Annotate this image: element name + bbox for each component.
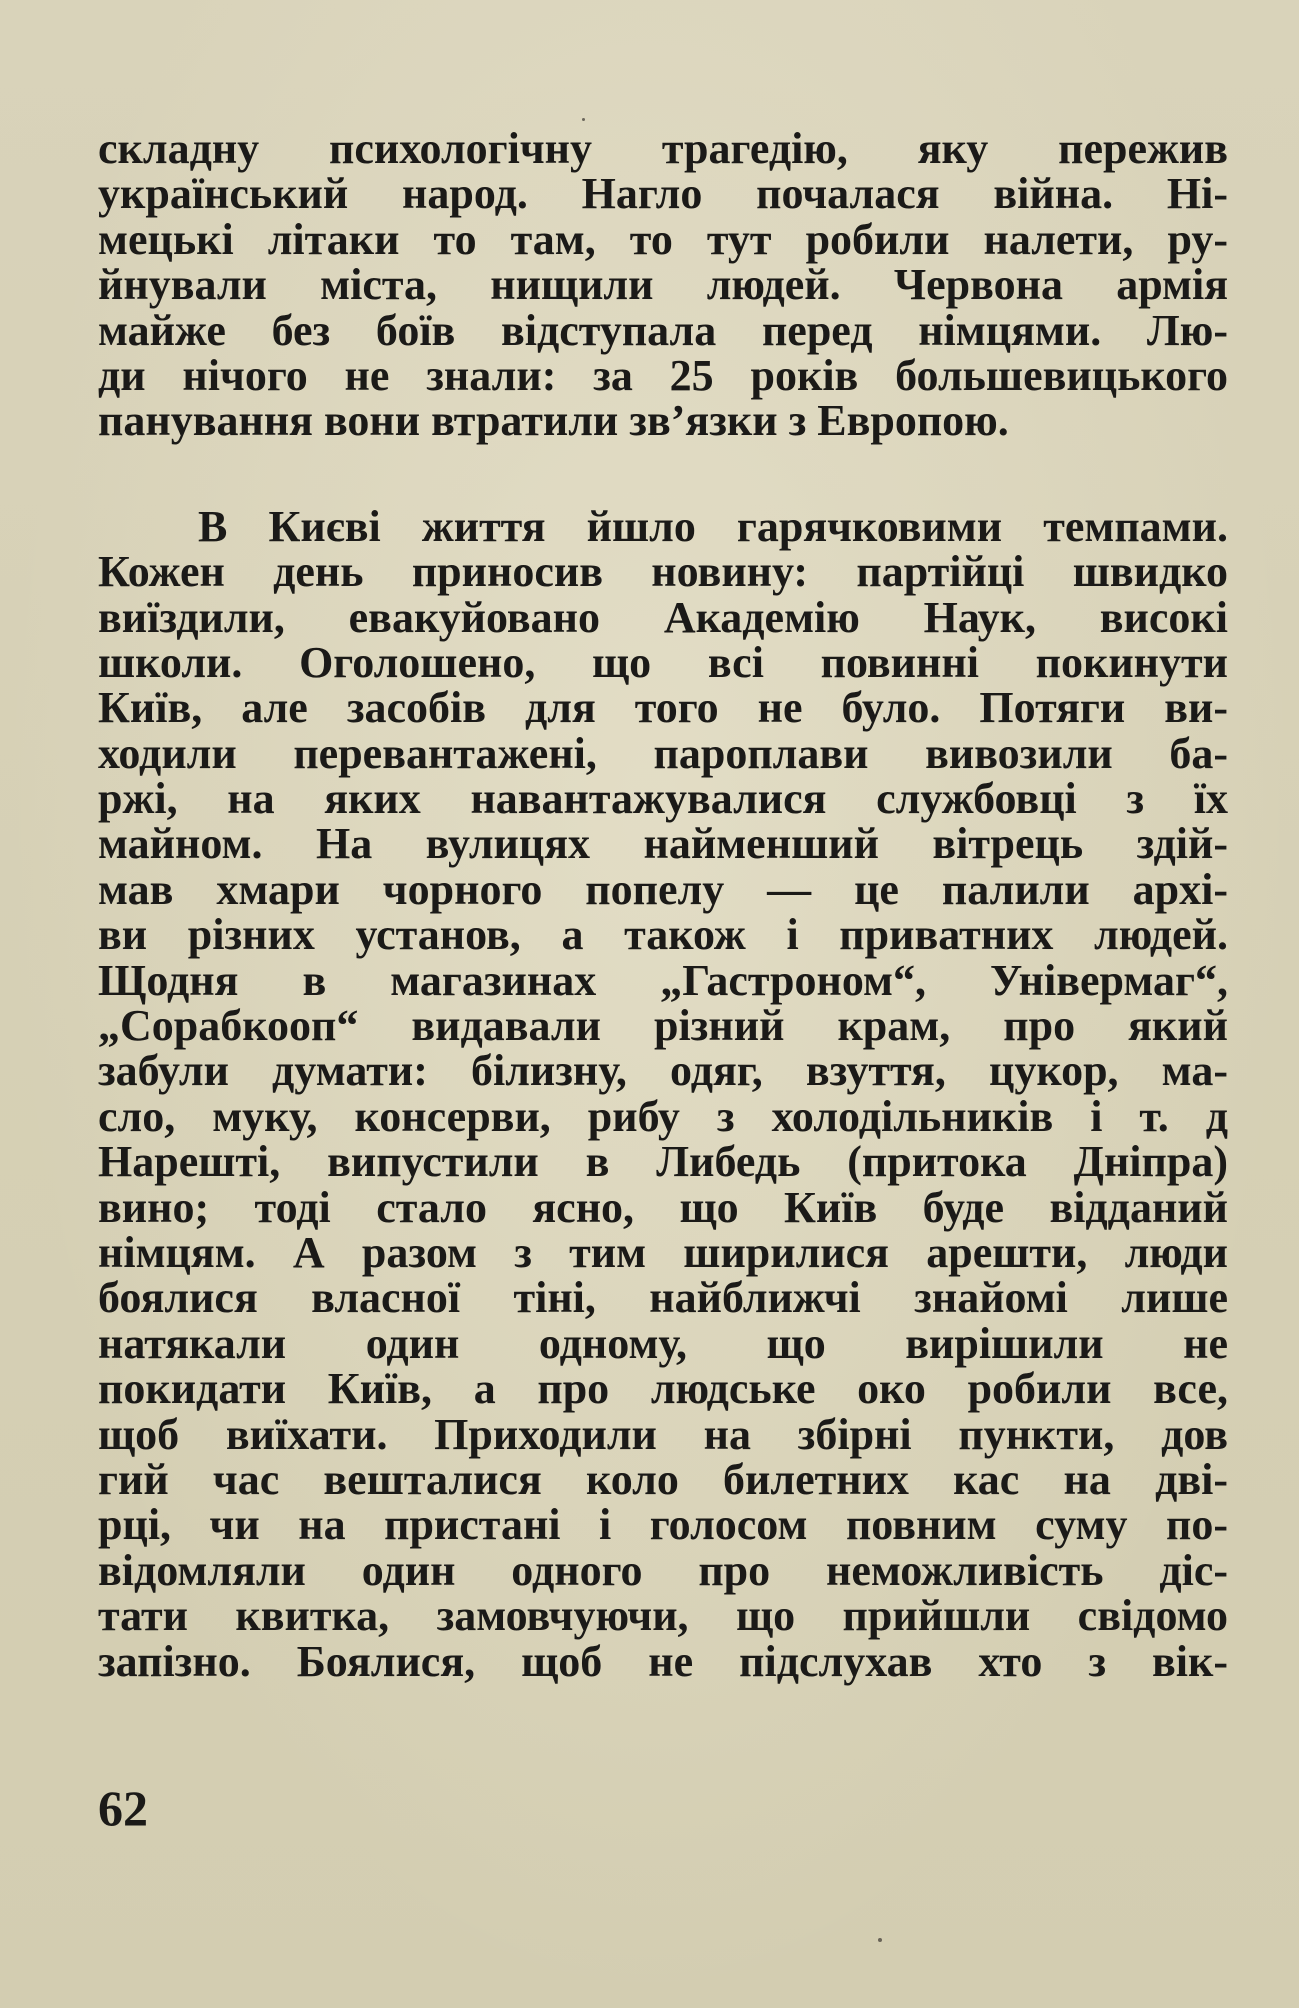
print-speck bbox=[582, 118, 585, 121]
text-line: панування вони втратили зв’язки з Европою. bbox=[98, 396, 1009, 446]
text-line: український народ. Нагло почалася війна. Ні- bbox=[98, 169, 1228, 219]
text-line: забули думати: білизну, одяг, взуття, цукор, ма- bbox=[98, 1046, 1228, 1096]
text-line: ви різних установ, а також і приватних людей. bbox=[98, 910, 1228, 960]
text-line: боялися власної тіні, найближчі знайомі лише bbox=[98, 1273, 1228, 1323]
text-line: В Києві життя йшло гарячковими темпами. bbox=[198, 501, 1228, 551]
text-line: щоб виїхати. Приходили на збірні пункти, дов bbox=[98, 1409, 1228, 1459]
text-line: майже без боїв відступала перед німцями. Лю- bbox=[98, 305, 1228, 355]
text-line: мав хмари чорного попелу — це палили архі- bbox=[98, 864, 1228, 914]
print-speck bbox=[878, 1938, 882, 1942]
text-line: школи. Оголошено, що всі повинні покинути bbox=[98, 637, 1228, 687]
text-line: „Сорабкооп“ видавали різний крам, про який bbox=[98, 1001, 1228, 1051]
body-text bbox=[98, 126, 1228, 1684]
text-line: відомляли один одного про неможливість діс- bbox=[98, 1545, 1228, 1595]
text-line: йнували міста, нищили людей. Червона армія bbox=[98, 260, 1228, 310]
text-line: тати квитка, замовчуючи, що прийшли свідомо bbox=[98, 1591, 1228, 1641]
text-line: сло, муку, консерви, рибу з холодільників і т. д bbox=[98, 1091, 1228, 1141]
page-number: 62 bbox=[98, 1780, 148, 1836]
paragraph-2 bbox=[98, 501, 1228, 1686]
text-line: Нарешті, випустили в Либедь (притока Дніпра) bbox=[98, 1137, 1228, 1187]
text-line: покидати Київ, а про людське око робили все, bbox=[98, 1364, 1228, 1414]
paragraph-1 bbox=[98, 126, 1228, 444]
text-line: складну психологічну трагедію, яку пережив bbox=[98, 124, 1228, 173]
text-line: майном. На вулицях найменший вітрець здій- bbox=[98, 819, 1228, 869]
text-line: натякали один одному, що вирішили не bbox=[98, 1318, 1228, 1368]
text-line: вино; тоді стало ясно, що Київ буде відданий bbox=[98, 1182, 1228, 1232]
text-line: запізно. Боялися, щоб не підслухав хто з вік- bbox=[98, 1636, 1228, 1686]
text-line: Київ, але засобів для того не було. Потяги ви- bbox=[98, 683, 1228, 733]
text-line: ди нічого не знали: за 25 років большевицького bbox=[98, 350, 1228, 400]
text-line: мецькі літаки то там, то тут робили налети, ру- bbox=[98, 214, 1228, 264]
text-line: Щодня в магазинах „Гастроном“, Універмаг“, bbox=[98, 955, 1228, 1005]
paragraph-gap bbox=[98, 444, 1228, 504]
text-line: гий час вешталися коло билетних кас на дві- bbox=[98, 1454, 1228, 1504]
text-line: рці, чи на пристані і голосом повним суму по- bbox=[98, 1500, 1228, 1550]
text-line: виїздили, евакуйовано Академію Наук, високі bbox=[98, 592, 1228, 642]
text-line: ходили перевантажені, пароплави вивозили ба- bbox=[98, 728, 1228, 778]
text-line: німцям. А разом з тим ширилися арешти, люди bbox=[98, 1227, 1228, 1277]
text-line: Кожен день приносив новину: партійці швидко bbox=[98, 547, 1228, 597]
text-line: ржі, на яких навантажувалися службовці з їх bbox=[98, 774, 1228, 824]
